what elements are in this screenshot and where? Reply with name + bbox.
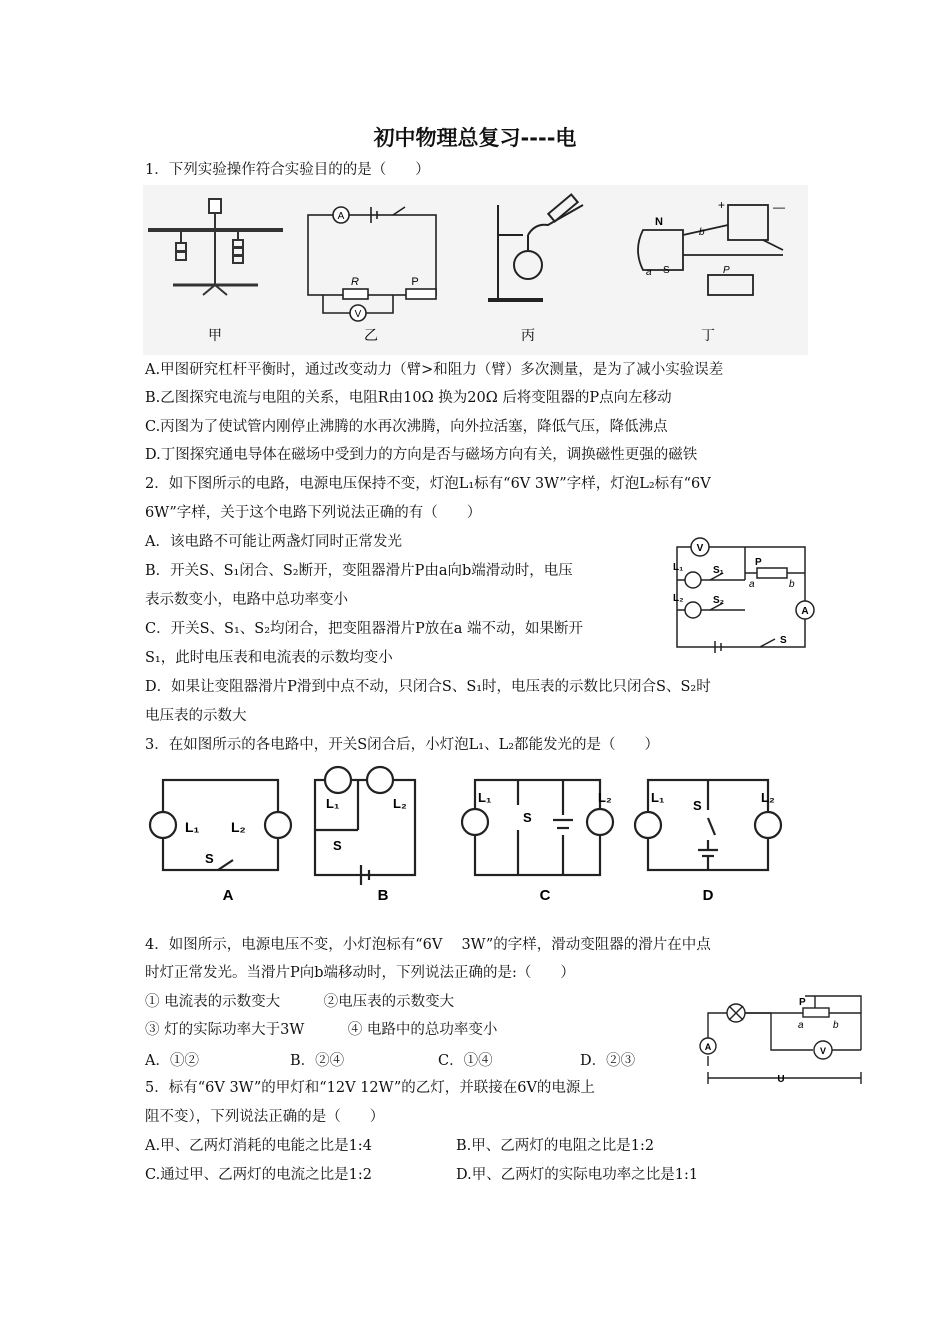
q3-label-a: A — [222, 887, 234, 904]
q2-option-d-cont: 电压表的示数大 — [145, 708, 247, 724]
south-label: S — [663, 265, 670, 276]
q2-s2-label: S₂ — [713, 595, 725, 606]
north-label: N — [655, 216, 663, 228]
q5-option-a: A.甲、乙两灯消耗的电能之比是1:4 — [145, 1138, 372, 1154]
q2-ammeter-label: A — [801, 606, 809, 617]
q2-p-label: P — [755, 557, 762, 568]
voltmeter-label: V — [354, 309, 362, 320]
q4-items-line1: ① 电流表的示数变大 ②电压表的示数变大 — [145, 994, 455, 1010]
q2-option-b-cont: 表示数变小，电路中总功率变小 — [145, 592, 348, 608]
q3-label-d: D — [702, 887, 714, 904]
q3-figure — [143, 760, 808, 910]
q2-stem-line2: 6W”字样，关于这个电路下列说法正确的有（ ） — [145, 505, 482, 521]
slider-label: P — [411, 276, 419, 288]
ammeter-label: A — [337, 211, 345, 222]
q4-u-label: U — [777, 1074, 785, 1085]
q3c-l2: L₂ — [598, 790, 612, 805]
q1-label-yi: 乙 — [364, 327, 378, 343]
q4-stem-line1: 4．如图所示，电源电压不变，小灯泡标有“6V 3W”的字样，滑动变阻器的滑片在中点 — [145, 937, 711, 953]
q2-s-label: S — [780, 635, 787, 646]
q3a-l2: L₂ — [231, 819, 246, 835]
q3-label-c: C — [539, 887, 551, 904]
q4-b-label: b — [833, 1020, 839, 1031]
q2-stem-line1: 2．如下图所示的电路，电源电压保持不变，灯泡L₁标有“6V 3W”字样，灯泡L₂标有“6V — [145, 476, 711, 492]
q2-s1-label: S₁ — [713, 565, 724, 576]
resistor-label: R — [351, 276, 359, 288]
q1-label-ding: 丁 — [701, 327, 715, 343]
q3b-l2: L₂ — [393, 796, 407, 811]
q3d-l1: L₁ — [651, 790, 665, 805]
q4-a-label: a — [798, 1020, 804, 1031]
q2-option-c-cont: S₁，此时电压表和电流表的示数均变小 — [145, 650, 393, 666]
q1-option-b: B.乙图探究电流与电阻的关系，电阻R由10Ω 换为20Ω 后将变阻器的P点向左移动 — [145, 390, 672, 406]
q2-circuit-figure — [665, 525, 835, 655]
q2-a-label: a — [749, 579, 755, 590]
q3-stem: 3．在如图所示的各电路中，开关S闭合后，小灯泡L₁、L₂都能发光的是（ ） — [145, 737, 660, 753]
q1-option-a: A.甲图研究杠杆平衡时，通过改变动力（臂>和阻力（臂）多次测量，是为了减小实验误差 — [145, 362, 724, 378]
q3b-l1: L₁ — [326, 796, 340, 811]
q4-stem-line2: 时灯正常发光。当滑片P向b端移动时，下列说法正确的是:（ ） — [145, 965, 575, 981]
q3d-s: S — [693, 798, 702, 813]
q5-option-c: C.通过甲、乙两灯的电流之比是1:2 — [145, 1167, 373, 1183]
q3c-s: S — [523, 810, 532, 825]
q4-ammeter-label: A — [704, 1042, 712, 1052]
q5-option-b: B.甲、乙两灯的电阻之比是1:2 — [456, 1138, 655, 1154]
q2-b-label: b — [789, 579, 795, 590]
q5-stem-line2: 阻不变），下列说法正确的是（ ） — [145, 1109, 385, 1125]
q4-choice-d: D．②③ — [580, 1053, 636, 1069]
q1-label-bing: 丙 — [521, 327, 535, 343]
q3a-l1: L₁ — [185, 819, 200, 835]
q3c-l1: L₁ — [478, 790, 492, 805]
point-b-label: b — [699, 227, 705, 238]
q4-choice-a: A．①② — [145, 1053, 199, 1069]
q1-stem: 1．下列实验操作符合实验目的的是（ ） — [145, 162, 430, 178]
q1-option-d: D.丁图探究通电导体在磁场中受到力的方向是否与磁场方向有关，调换磁性更强的磁铁 — [145, 447, 698, 463]
q2-voltmeter-label: V — [696, 543, 704, 554]
minus-label: — — [773, 200, 785, 214]
page-title: 初中物理总复习----电 — [373, 126, 577, 150]
q3b-s: S — [333, 838, 342, 853]
q2-l2-label: L₂ — [673, 593, 684, 604]
slider-p-label: P — [723, 265, 730, 276]
point-a-label: a — [646, 267, 652, 278]
q3d-l2: L₂ — [761, 790, 775, 805]
q2-l1-label: L₁ — [673, 562, 684, 573]
q4-choice-c: C．①④ — [438, 1053, 493, 1069]
q5-stem-line1: 5．标有“6V 3W”的甲灯和“12V 12W”的乙灯，并联接在6V的电源上 — [145, 1080, 595, 1096]
q2-option-a: A．该电路不可能让两盏灯同时正常发光 — [145, 534, 402, 550]
plus-label: + — [718, 198, 726, 212]
q3a-s: S — [205, 851, 214, 866]
q3-label-b: B — [377, 887, 389, 904]
q4-p-label: P — [799, 997, 806, 1008]
q4-circuit-figure — [693, 988, 868, 1088]
q4-choice-b: B．②④ — [290, 1053, 345, 1069]
q2-option-b: B．开关S、S₁闭合、S₂断开，变阻器滑片P由a向b端滑动时，电压 — [145, 563, 573, 579]
q4-items-line2: ③ 灯的实际功率大于3W ④ 电路中的总功率变小 — [145, 1022, 498, 1038]
q4-voltmeter-label: V — [819, 1046, 827, 1056]
q1-label-jia: 甲 — [208, 327, 222, 343]
q5-option-d: D.甲、乙两灯的实际电功率之比是1:1 — [456, 1167, 699, 1183]
q1-figure — [143, 185, 808, 355]
q2-option-c: C．开关S、S₁、S₂均闭合，把变阻器滑片P放在a 端不动，如果断开 — [145, 621, 584, 637]
q1-option-c: C.丙图为了使试管内刚停止沸腾的水再次沸腾，向外拉活塞，降低气压，降低沸点 — [145, 419, 668, 435]
q2-option-d: D．如果让变阻器滑片P滑到中点不动，只闭合S、S₁时，电压表的示数比只闭合S、S₂时 — [145, 679, 711, 695]
